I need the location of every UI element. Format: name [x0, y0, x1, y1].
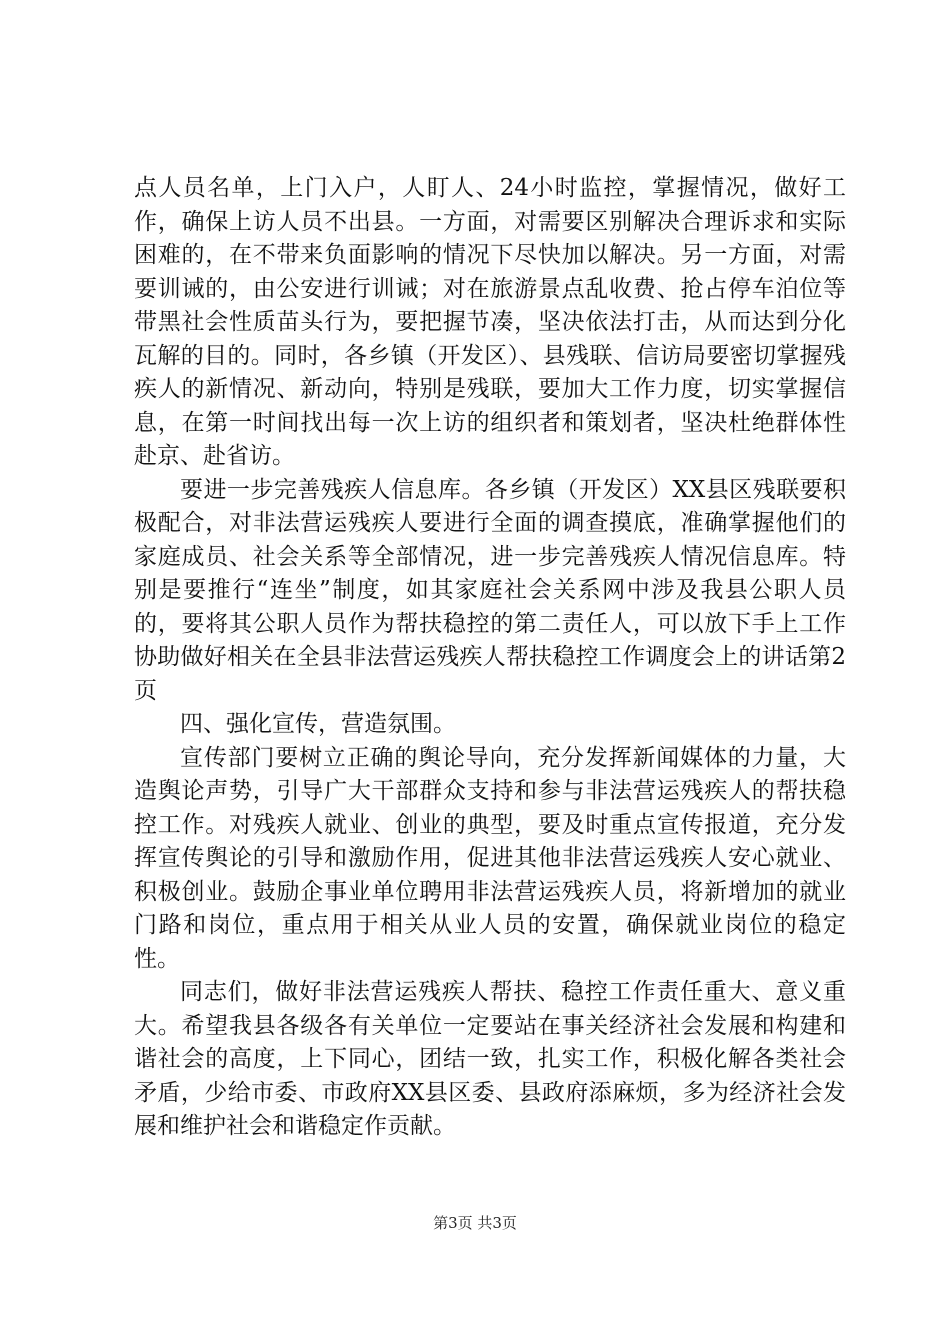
page-footer: 第3页 共3页 — [433, 1214, 517, 1232]
paragraph-closing: 同志们，做好非法营运残疾人帮扶、稳控工作责任重大、意义重大。希望我县各级各有关单位一定要站在事关经济社会发展和构建和谐社会的高度，上下同心，团结一致，扎实工作，积极化解各类社会矛盾，少给市委、市政府XX县区委、县政府添麻烦，多为经济社会发展和维护社会和谐稳定作贡献。 — [134, 979, 846, 1139]
section-heading-publicity: 四、强化宣传，营造氛围。 — [180, 711, 456, 737]
paragraph-info-database: 要进一步完善残疾人信息库。各乡镇（开发区）XX县区残联要积极配合，对非法营运残疾人要进行全面的调查摸底，准确掌握他们的家庭成员、社会关系等全部情况，进一步完善残疾人情况信息库。特别是要推行“连坐”制度，如其家庭社会关系网中涉及我县公职人员的，要将其公职人员作为帮扶稳控的第二责任人，可以放下手上工作协助做好相关在全县非法营运残疾人帮扶稳控工作调度会上的讲话第2页 — [134, 476, 846, 704]
document-body — [134, 172, 846, 1144]
paragraph-publicity: 宣传部门要树立正确的舆论导向，充分发挥新闻媒体的力量，大造舆论声势，引导广大干部群众支持和参与非法营运残疾人的帮扶稳控工作。对残疾人就业、创业的典型，要及时重点宣传报道，充分发挥宣传舆论的引导和激励作用，促进其他非法营运残疾人安心就业、积极创业。鼓励企事业单位聘用非法营运残疾人员，将新增加的就业门路和岗位，重点用于相关从业人员的安置，确保就业岗位的稳定性。 — [134, 744, 846, 972]
paragraph-continued: 点人员名单，上门入户，人盯人、24小时监控，掌握情况，做好工作，确保上访人员不出县。一方面，对需要区别解决合理诉求和实际困难的，在不带来负面影响的情况下尽快加以解决。另一方面，对需要训诫的，由公安进行训诫；对在旅游景点乱收费、抢占停车泊位等带黑社会性质苗头行为，要把握节凑，坚决依法打击，从而达到分化瓦解的目的。同时，各乡镇（开发区）、县残联、信访局要密切掌握残疾人的新情况、新动向，特别是残联，要加大工作力度，切实掌握信息，在第一时间找出每一次上访的组织者和策划者，坚决杜绝群体性赴京、赴省访。 — [134, 175, 846, 469]
